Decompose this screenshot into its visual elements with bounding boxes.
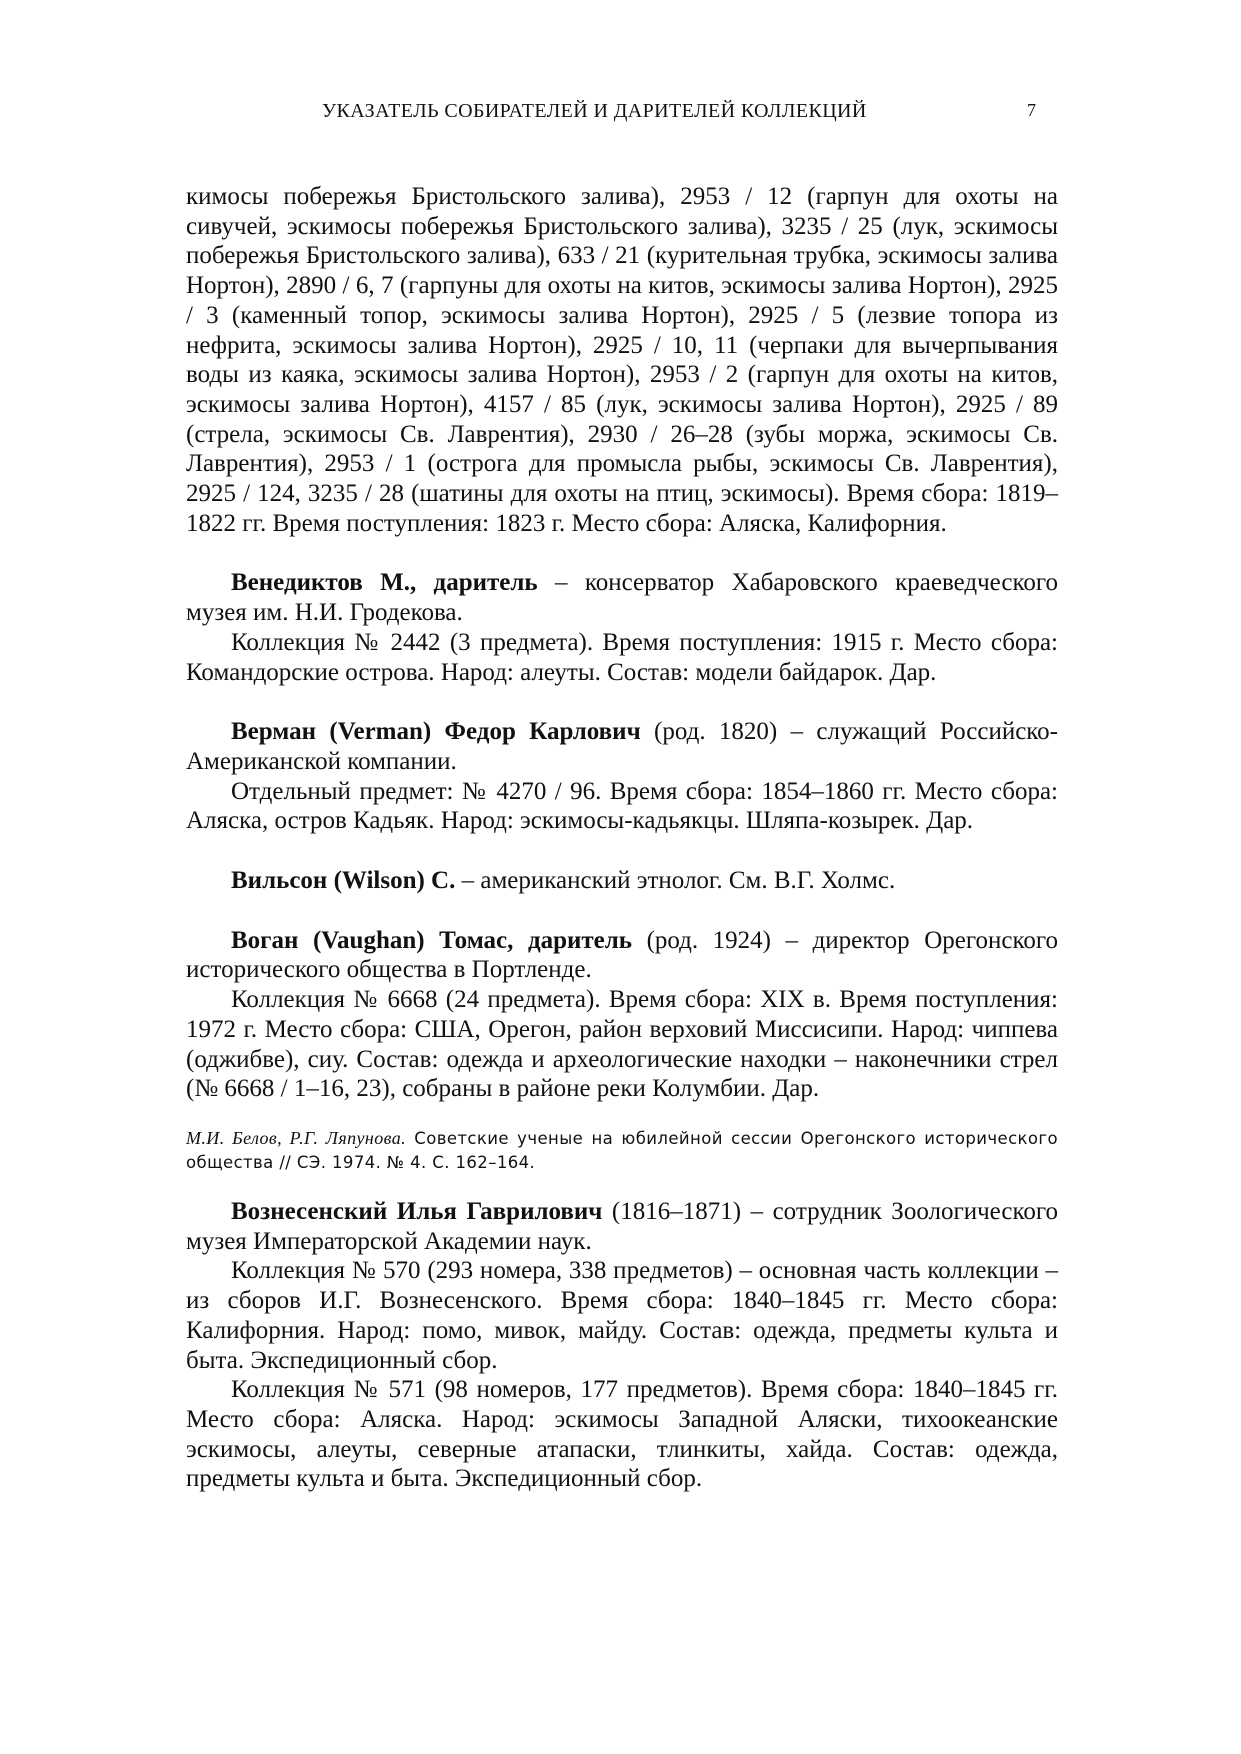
entry-vilson [186,866,1058,896]
continued-paragraph: кимосы побережья Бристольского залива), 2953 / 12 (гарпун для охоты на сивучей, эскимосы побережья Бристольского залива), 3235 / 25 (лук, эскимосы побережья Бристольского залива), 633 / 21 (курительная трубка, эскимосы залива Нортон), 2890 / 6, 7 (гарпуны для охоты на китов, эскимосы залива Нортон), 2925 / 3 (каменный топор, эскимосы залива Нортон), 2925 / 5 (лезвие топора из нефрита, эскимосы залива Нортон), 2925 / 10, 11 (черпаки для вычерпывания воды из каяка, эскимосы залива Нортон), 2953 / 2 (гарпун для охоты на китов, эскимосы залива Нортон), 4157 / 85 (лук, эскимосы залива Нортон), 2925 / 89 (стрела, эскимосы Св. Лаврентия), 2930 / 26–28 (зубы моржа, эскимосы Св. Лаврентия), 2953 / 1 (острога для промысла рыбы, эскимосы Св. Лаврентия), 2925 / 124, 3235 / 28 (шатины для охоты на птиц, эскимосы). Время сбора: 1819–1822 гг. Время поступления: 1823 г. Место сбора: Аляска, Калифорния. [186,183,1058,537]
entry-venediktov [186,568,1058,627]
entry-name: Вознесенский Илья Гаврилович [231,1197,603,1225]
entry-description: (род. 1924) – директор Орегонского исторического общества в Портленде. [186,926,1058,984]
reference-text: Советские ученые на юбилейной сессии Орегонского исторического общества // СЭ. 1974. № 4. С. 162–164. [186,1128,1058,1172]
reference-authors: М.И. Белов, Р.Г. Ляпунова. [186,1127,407,1148]
entry-name: Вильсон (Wilson) С. [231,867,456,895]
entry-collection: Коллекция № 571 (98 номеров, 177 предметов). Время сбора: 1840–1845 гг. Место сбора: Аляска. Народ: эскимосы Западной Аляски, тихоокеанские эскимосы, алеуты, северные атапаски, тлинкиты, хайда. Состав: одежда, предметы культа и быта. Экспедиционный сбор. [186,1376,1058,1493]
running-title: УКАЗАТЕЛЬ СОБИРАТЕЛЕЙ И ДАРИТЕЛЕЙ КОЛЛЕКЦИЙ [322,100,867,122]
entry-name: Верман (Verman) Федор Карлович [231,718,641,746]
entry-description: (род. 1820) – служащий Российско-Американской компании. [186,718,1059,775]
entry-description: – американский этнолог. См. В.Г. Холмс. [455,867,896,895]
running-header [186,100,1056,130]
page-content [186,182,1058,1494]
bibliographic-reference [186,1126,1058,1175]
entry-collection: Отдельный предмет: № 4270 / 96. Время сбора: 1854–1860 гг. Место сбора: Аляска, остров Кадьяк. Народ: эскимосы-кадьякцы. Шляпа-козырек. Дар. [186,777,1058,835]
entry-collection: Коллекция № 570 (293 номера, 338 предметов) – основная часть коллекции – из сборов И.Г. Вознесенского. Время сбора: 1840–1845 гг. Место сбора: Калифорния. Народ: помо, мивок, майду. Состав: одежда, предметы культа и быта. Экспедиционный сбор. [186,1257,1058,1374]
entry-voznesensky [186,1197,1058,1256]
entry-collection: Коллекция № 6668 (24 предмета). Время сбора: XIX в. Время поступления: 1972 г. Место сбора: США, Орегон, район верховий Миссисипи. Народ: чиппева (оджибве), сиу. Состав: одежда и археологические находки – наконечники стрел (№ 6668 / 1–16, 23), собраны в районе реки Колумбии. Дар. [186,986,1058,1103]
entry-description: (1816–1871) – сотрудник Зоологического музея Императорской Академии наук. [186,1197,1058,1255]
entry-collection: Коллекция № 2442 (3 предмета). Время поступления: 1915 г. Место сбора: Командорские острова. Народ: алеуты. Состав: модели байдарок. Дар. [186,628,1058,686]
page-number: 7 [1027,100,1036,120]
entry-vogan [186,926,1058,985]
entry-name: Венедиктов М., даритель [231,569,538,597]
entry-description: – консерватор Хабаровского краеведческого музея им. Н.И. Гродекова. [186,569,1058,627]
entry-verman [186,717,1058,776]
entry-name: Воган (Vaughan) Томас, даритель [231,926,633,954]
